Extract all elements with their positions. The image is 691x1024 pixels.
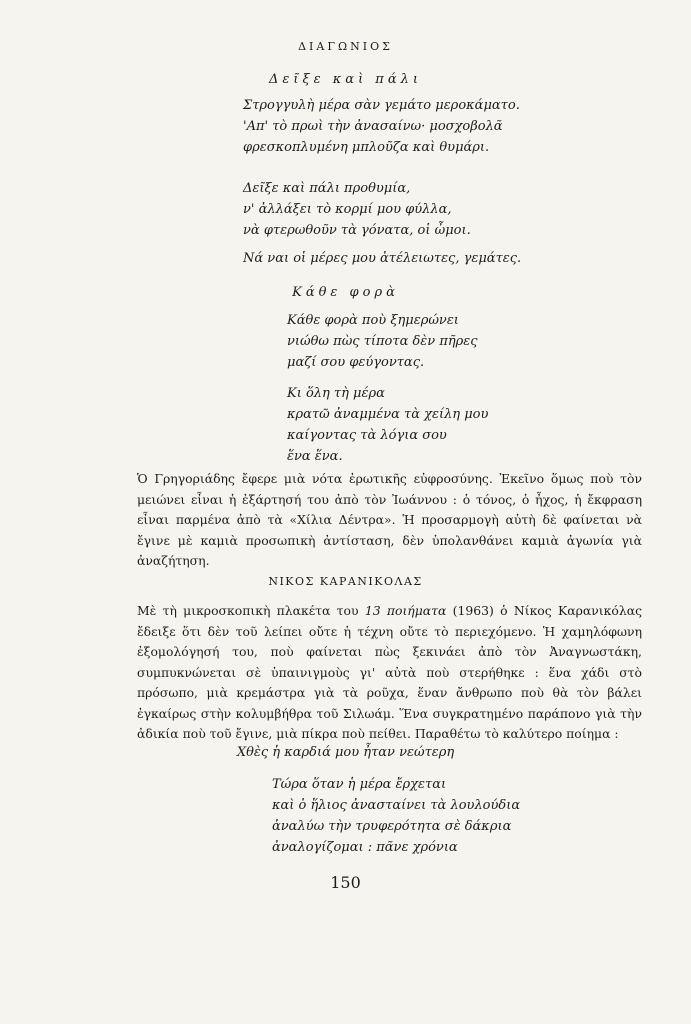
poem-line: Δεῖξε καὶ πάλι προθυμία, [243,181,411,196]
poem-line: φρεσκοπλυμένη μπλοῦζα καὶ θυμάρι. [243,140,490,155]
poem-line: Τώρα ὅταν ἡ μέρα ἔρχεται [272,777,447,792]
poem-line: καίγοντας τὰ λόγια σου [287,428,447,443]
poem-stanza [243,95,520,158]
prose-paragraph: Ὁ Γρηγοριάδης ἔφερε μιὰ νότα ἐρωτικῆς εὐφροσύνης. Ἐκεῖνο ὅμως ποὺ τὸν μειώνει εἶναι ἡ ἐξάρτησή του ἀπὸ τὸν Ἰωάννου : ὁ τόνος, ὁ ἦχος, ἡ ἔκφραση εἶναι παρμένα ἀπὸ τὰ «Χίλια Δέντρα». Ἡ προσαρμογὴ αὐτὴ δὲ φαίνεται νὰ ἔγινε μὲ καμιὰ προσωπικὴ ἀντίσταση, δὲν ὑπολανθάνει καμιὰ ἀγωνία γιὰ ἀναζήτηση. [137,471,642,568]
poem-line: ν' ἀλλάξει τὸ κορμί μου φύλλα, [243,202,452,217]
page-number: 150 [330,873,361,892]
poem-line: Κι ὅλη τὴ μέρα [287,386,385,401]
poem-line: Νά ναι οἱ μέρες μου ἀτέλειωτες, γεμάτες. [243,251,522,266]
poem-line: Κάθε φορὰ ποὺ ξημερώνει [287,313,459,328]
poem-title-kathe-fora: Κάθε φορὰ [292,285,399,300]
poem-line: νὰ φτερωθοῦν τὰ γόνατα, οἱ ὦμοι. [243,223,471,238]
poem-line: ἀναλογίζομαι : πᾶνε χρόνια [272,840,458,855]
poem-stanza [272,774,520,858]
book-title: 13 ποιήματα [364,603,447,618]
poem-title-xthes [0,742,691,763]
poem-line: μαζί σου φεύγοντας. [287,355,425,370]
poem-line: νιώθω πὼς τίποτα δὲν πῆρες [287,334,478,349]
poem-stanza [243,178,471,241]
poem-stanza [243,248,521,269]
poem-line: καὶ ὁ ἥλιος ἀνασταίνει τὰ λουλούδια [272,798,521,813]
poem-line: Στρογγυλὴ μέρα σὰν γεμάτο μεροκάματο. [243,98,520,113]
poem-line: ἀναλύω τὴν τρυφερότητα σὲ δάκρια [272,819,512,834]
poem-stanza [287,383,488,467]
poem-title-deixe: Δεῖξε καὶ πάλι [269,72,422,87]
poem-line: κρατῶ ἀναμμένα τὰ χείλη μου [287,407,489,422]
poem-stanza [287,310,478,373]
prose-text: Μὲ τὴ μικροσκοπικὴ πλακέτα του [137,603,365,618]
prose-paragraph [137,601,642,745]
poem-line: ἕνα ἕνα. [287,449,343,464]
prose-text: (1963) ὁ Νίκος Καρανικόλας ἔδειξε ὅτι δὲν τοῦ λείπει οὔτε ἡ τέχνη οὔτε τὸ περιεχόμενο. Ἡ χαμηλόφωνη ἐξομολόγησή του, ποὺ φαίνεται πὼς ξεκινάει ἀπὸ τὸν Ἀναγνωστάκη, συμπυκνώνεται σὲ ὑπαινιγμοὺς γι' αὐτὰ ποὺ στερήθηκε : ἕνα χάδι στὸ πρόσωπο, μιὰ κρεμάστρα γιὰ τὰ ροῦχα, ἕναν ἄνθρωπο ποὺ θὰ τὸν βάλει ἐγκαίρως στὴν κολυμβήθρα τοῦ Σιλωάμ. Ἕνα συγκρατημένο παράπονο γιὰ τὴν ἀδικία ποὺ τοῦ ἔγινε, μιὰ πίκρα ποὺ πείθει. Παραθέτω τὸ καλύτερο ποίημα : [137,603,643,741]
poem-line: 'Απ' τὸ πρωὶ τὴν ἀνασαίνω· μοσχοβολᾶ [243,119,503,134]
poem-title-text: Χθὲς ἡ καρδιά μου ἦταν νεώτερη [236,745,455,760]
running-head: ΔΙΑΓΩΝΙΟΣ [298,40,393,53]
section-heading: ΝΙΚΟΣ ΚΑΡΑΝΙΚΟΛΑΣ [268,575,423,588]
